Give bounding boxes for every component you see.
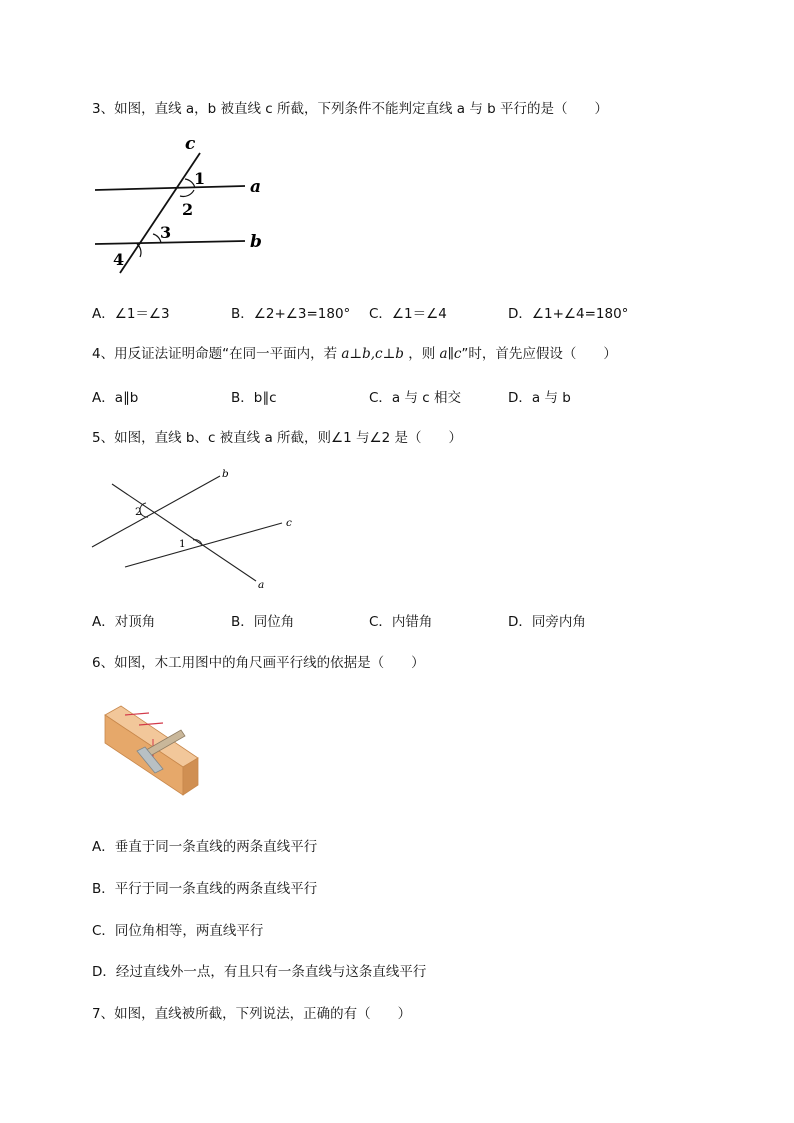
q5-figure xyxy=(90,465,305,590)
q5-option-c: C．内错角 xyxy=(369,614,433,630)
label-1: 1 xyxy=(194,169,206,188)
q4-stem-pre: 4、用反证法证明命题“在同一平面内，若 xyxy=(92,346,342,362)
label-3: 3 xyxy=(160,223,172,242)
q4-option-d: D．a 与 b xyxy=(508,390,571,406)
label-b: b xyxy=(250,232,262,252)
q5-option-d: D．同旁内角 xyxy=(508,614,586,630)
line-a xyxy=(112,484,256,581)
q3-stem: 3、如图，直线 a，b 被直线 c 所截，下列条件不能判定直线 a 与 b 平行的是（ ） xyxy=(92,101,609,117)
q4-stem xyxy=(92,345,617,363)
label-2: 2 xyxy=(182,200,194,219)
label-c: c xyxy=(185,134,196,154)
q4-stem-post: ”时，首先应假设（ ） xyxy=(461,346,617,362)
q6-option-c: C．同位角相等，两直线平行 xyxy=(92,923,264,939)
q6-carpenter-square-figure xyxy=(103,703,203,798)
q6-option-d: D．经过直线外一点，有且只有一条直线与这条直线平行 xyxy=(92,964,427,980)
label-a: a xyxy=(250,177,262,197)
q3-option-a: A．∠1＝∠3 xyxy=(92,306,170,322)
line-a xyxy=(95,186,245,190)
q3-option-c: C．∠1＝∠4 xyxy=(369,306,447,322)
q3-option-d: D．∠1+∠4=180° xyxy=(508,306,629,322)
q3-figure xyxy=(90,135,270,275)
label-4: 4 xyxy=(113,250,125,269)
q5-option-a: A．对顶角 xyxy=(92,614,156,630)
angle-2-arc xyxy=(180,190,194,196)
label-a: a xyxy=(258,579,265,591)
label-b: b xyxy=(222,468,229,480)
q7-stem: 7、如图，直线被所截，下列说法，正确的有（ ） xyxy=(92,1006,412,1022)
q4-option-c: C．a 与 c 相交 xyxy=(369,390,461,406)
q5-stem: 5、如图，直线 b、c 被直线 a 所截，则∠1 与∠2 是（ ） xyxy=(92,430,462,446)
label-2: 2 xyxy=(135,506,142,518)
q4-option-a: A．a∥b xyxy=(92,390,139,406)
line-b xyxy=(92,476,220,547)
q3-option-b: B．∠2+∠3=180° xyxy=(231,306,351,322)
label-1: 1 xyxy=(179,538,186,550)
q4-stem-conclusion: a∥c xyxy=(439,346,462,362)
q6-option-b: B．平行于同一条直线的两条直线平行 xyxy=(92,881,318,897)
q5-option-b: B．同位角 xyxy=(231,614,295,630)
q6-stem: 6、如图，木工用图中的角尺画平行线的依据是（ ） xyxy=(92,655,425,671)
q4-stem-mid: ，则 xyxy=(403,346,440,362)
q6-option-a: A．垂直于同一条直线的两条直线平行 xyxy=(92,839,318,855)
q4-option-b: B．b∥c xyxy=(231,390,277,406)
q4-stem-condition: a⊥b,c⊥b xyxy=(341,346,404,362)
label-c: c xyxy=(286,517,292,529)
